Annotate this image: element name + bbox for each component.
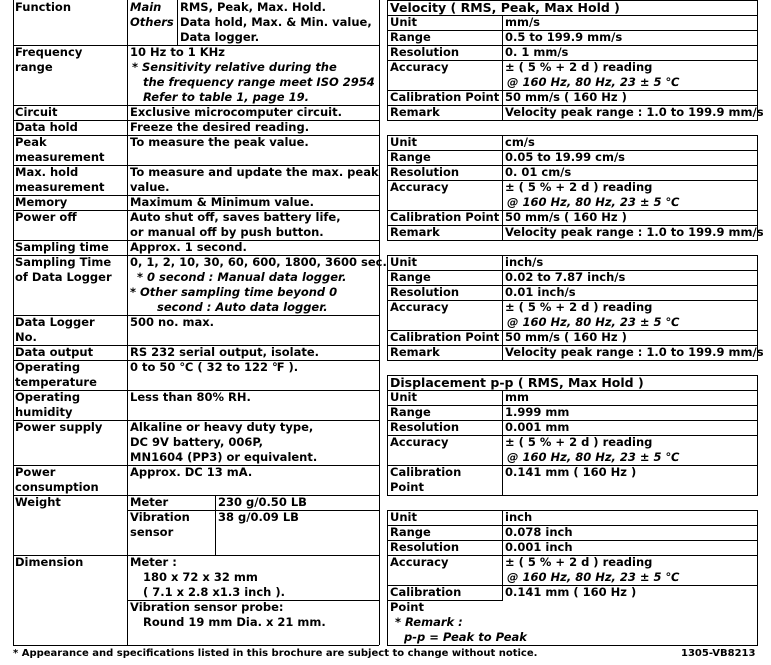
frequency-value: 10 Hz to 1 KHz: [130, 45, 225, 59]
max-hold-label2: measurement: [15, 180, 105, 194]
data-output-value: RS 232 serial output, isolate.: [130, 345, 320, 359]
range-value: 0.05 to 19.99 cm/s: [505, 150, 626, 164]
resolution-value: 0. 01 cm/s: [505, 165, 572, 179]
sampling-logger-value: 0, 1, 2, 10, 30, 60, 600, 1800, 3600 sec.: [130, 255, 387, 269]
calibration-label2: Point: [390, 480, 424, 494]
data-hold-value: Freeze the desired reading.: [130, 120, 310, 134]
resolution-label: Resolution: [390, 420, 460, 434]
unit-label: Unit: [390, 135, 417, 149]
peak-value: To measure the peak value.: [130, 135, 309, 149]
calibration-label: Calibration Point: [390, 210, 500, 224]
dimension-meter-value2: ( 7.1 x 2.8 x1.3 inch ).: [143, 585, 285, 599]
dimension-probe-label: Vibration sensor probe:: [130, 600, 284, 614]
accuracy-condition: @ 160 Hz, 80 Hz, 23 ± 5 ℃: [507, 195, 680, 209]
calibration-value: 50 mm/s ( 160 Hz ): [505, 210, 627, 224]
calibration-label2: Point: [390, 600, 424, 614]
weight-label: Weight: [15, 495, 61, 509]
unit-label: Unit: [390, 15, 417, 29]
range-value: 0.02 to 7.87 inch/s: [505, 270, 626, 284]
dimension-probe-value: Round 19 mm Dia. x 21 mm.: [143, 615, 326, 629]
range-label: Range: [390, 270, 431, 284]
peak-label: Peak: [15, 135, 47, 149]
op-humidity-label: Operating: [15, 390, 81, 404]
power-supply-value2: DC 9V battery, 006P,: [130, 435, 264, 449]
remark-value: Velocity peak range : 1.0 to 199.9 mm/s: [505, 345, 764, 359]
remark-label: Remark: [390, 105, 440, 119]
unit-value: cm/s: [505, 135, 535, 149]
calibration-label: Calibration Point: [390, 90, 500, 104]
range-label: Range: [390, 150, 431, 164]
peak-label2: measurement: [15, 150, 105, 164]
unit-value: mm: [505, 390, 529, 404]
sampling-logger-note3: second : Auto data logger.: [157, 300, 328, 314]
displacement-title: Displacement p-p ( RMS, Max Hold ): [390, 375, 644, 390]
range-label: Range: [390, 405, 431, 419]
function-others-label: Others: [130, 15, 174, 29]
memory-value: Maximum & Minimum value.: [130, 195, 314, 209]
calibration-value: 50 mm/s ( 160 Hz ): [505, 330, 627, 344]
function-main-value: RMS, Peak, Max. Hold.: [180, 0, 327, 14]
sampling-value: Approx. 1 second.: [130, 240, 247, 254]
weight-meter-label: Meter: [130, 495, 169, 509]
footer-note: * Appearance and specifications listed in this brochure are subject to change without notice.: [13, 648, 538, 659]
resolution-label: Resolution: [390, 165, 460, 179]
data-output-label: Data output: [15, 345, 94, 359]
document-code: 1305-VB8213: [681, 648, 756, 659]
remark-label: Remark: [390, 345, 440, 359]
accuracy-label: Accuracy: [390, 435, 449, 449]
sampling-label: Sampling time: [15, 240, 109, 254]
range-value: 1.999 mm: [505, 405, 570, 419]
sampling-logger-note2: * Other sampling time beyond 0: [130, 285, 338, 299]
accuracy-condition: @ 160 Hz, 80 Hz, 23 ± 5 ℃: [507, 570, 680, 584]
weight-sensor-label: Vibration: [130, 510, 190, 524]
frequency-note2: the frequency range meet ISO 2954: [143, 75, 375, 89]
power-consumption-label: Power: [15, 465, 56, 479]
remark-note-value: p-p = Peak to Peak: [404, 630, 527, 644]
power-supply-label: Power supply: [15, 420, 103, 434]
weight-sensor-label2: sensor: [130, 525, 174, 539]
unit-label: Unit: [390, 390, 417, 404]
sampling-logger-note1: * 0 second : Manual data logger.: [137, 270, 347, 284]
calibration-label: Calibration: [390, 465, 462, 479]
calibration-label: Calibration: [390, 585, 462, 599]
remark-value: Velocity peak range : 1.0 to 199.9 mm/s: [505, 105, 764, 119]
op-humidity-label2: humidity: [15, 405, 73, 419]
remark-value: Velocity peak range : 1.0 to 199.9 mm/s: [505, 225, 764, 239]
resolution-label: Resolution: [390, 285, 460, 299]
function-main-label: Main: [130, 0, 162, 14]
unit-value: inch: [505, 510, 533, 524]
op-temp-label2: temperature: [15, 375, 97, 389]
accuracy-label: Accuracy: [390, 180, 449, 194]
accuracy-condition: @ 160 Hz, 80 Hz, 23 ± 5 ℃: [507, 75, 680, 89]
calibration-value: 50 mm/s ( 160 Hz ): [505, 90, 627, 104]
power-off-label: Power off: [15, 210, 77, 224]
dimension-meter-value: 180 x 72 x 32 mm: [143, 570, 258, 584]
power-supply-value3: MN1604 (PP3) or equivalent.: [130, 450, 318, 464]
frequency-note3: Refer to table 1, page 19.: [143, 90, 309, 104]
function-others-value2: Data logger.: [180, 30, 260, 44]
function-others-value: Data hold, Max. & Min. value,: [180, 15, 372, 29]
max-hold-value2: value.: [130, 180, 170, 194]
range-label: Range: [390, 525, 431, 539]
unit-label: Unit: [390, 255, 417, 269]
range-value: 0.078 inch: [505, 525, 573, 539]
accuracy-value: ± ( 5 % + 2 d ) reading: [505, 555, 653, 569]
accuracy-label: Accuracy: [390, 300, 449, 314]
resolution-value: 0.01 inch/s: [505, 285, 576, 299]
frequency-note1: * Sensitivity relative during the: [132, 60, 337, 74]
memory-label: Memory: [15, 195, 68, 209]
sampling-logger-label2: of Data Logger: [15, 270, 112, 284]
calibration-label: Calibration Point: [390, 330, 500, 344]
accuracy-value: ± ( 5 % + 2 d ) reading: [505, 180, 653, 194]
power-off-value: Auto shut off, saves battery life,: [130, 210, 341, 224]
range-label: Range: [390, 30, 431, 44]
velocity-title: Velocity ( RMS, Peak, Max Hold ): [390, 0, 620, 15]
accuracy-condition: @ 160 Hz, 80 Hz, 23 ± 5 ℃: [507, 315, 680, 329]
weight-sensor-value: 38 g/0.09 LB: [218, 510, 299, 524]
dimension-label: Dimension: [15, 555, 84, 569]
resolution-label: Resolution: [390, 540, 460, 554]
logger-no-value: 500 no. max.: [130, 315, 214, 329]
max-hold-value: To measure and update the max. peak: [130, 165, 379, 179]
power-off-value2: or manual off by push button.: [130, 225, 324, 239]
resolution-value: 0.001 mm: [505, 420, 570, 434]
resolution-label: Resolution: [390, 45, 460, 59]
remark-note-label: * Remark :: [395, 615, 463, 629]
circuit-label: Circuit: [15, 105, 58, 119]
range-value: 0.5 to 199.9 mm/s: [505, 30, 623, 44]
sampling-logger-label: Sampling Time: [15, 255, 112, 269]
frequency-label2: range: [15, 60, 53, 74]
unit-label: Unit: [390, 510, 417, 524]
function-label: Function: [15, 0, 72, 14]
max-hold-label: Max. hold: [15, 165, 79, 179]
op-temp-label: Operating: [15, 360, 81, 374]
accuracy-condition: @ 160 Hz, 80 Hz, 23 ± 5 ℃: [507, 450, 680, 464]
power-consumption-label2: consumption: [15, 480, 99, 494]
dimension-meter-label: Meter :: [130, 555, 177, 569]
unit-value: mm/s: [505, 15, 541, 29]
accuracy-label: Accuracy: [390, 60, 449, 74]
calibration-value: 0.141 mm ( 160 Hz ): [505, 465, 637, 479]
frequency-label: Frequency: [15, 45, 83, 59]
remark-label: Remark: [390, 225, 440, 239]
accuracy-value: ± ( 5 % + 2 d ) reading: [505, 435, 653, 449]
unit-value: inch/s: [505, 255, 544, 269]
op-humidity-value: Less than 80% RH.: [130, 390, 251, 404]
logger-no-label2: No.: [15, 330, 37, 344]
accuracy-value: ± ( 5 % + 2 d ) reading: [505, 60, 653, 74]
resolution-value: 0. 1 mm/s: [505, 45, 569, 59]
circuit-value: Exclusive microcomputer circuit.: [130, 105, 342, 119]
data-hold-label: Data hold: [15, 120, 78, 134]
power-supply-value: Alkaline or heavy duty type,: [130, 420, 314, 434]
logger-no-label: Data Logger: [15, 315, 95, 329]
accuracy-value: ± ( 5 % + 2 d ) reading: [505, 300, 653, 314]
weight-meter-value: 230 g/0.50 LB: [218, 495, 307, 509]
resolution-value: 0.001 inch: [505, 540, 573, 554]
op-temp-value: 0 to 50 ℃ ( 32 to 122 ℉ ).: [130, 360, 299, 374]
power-consumption-value: Approx. DC 13 mA.: [130, 465, 253, 479]
calibration-value: 0.141 mm ( 160 Hz ): [505, 585, 637, 599]
accuracy-label: Accuracy: [390, 555, 449, 569]
